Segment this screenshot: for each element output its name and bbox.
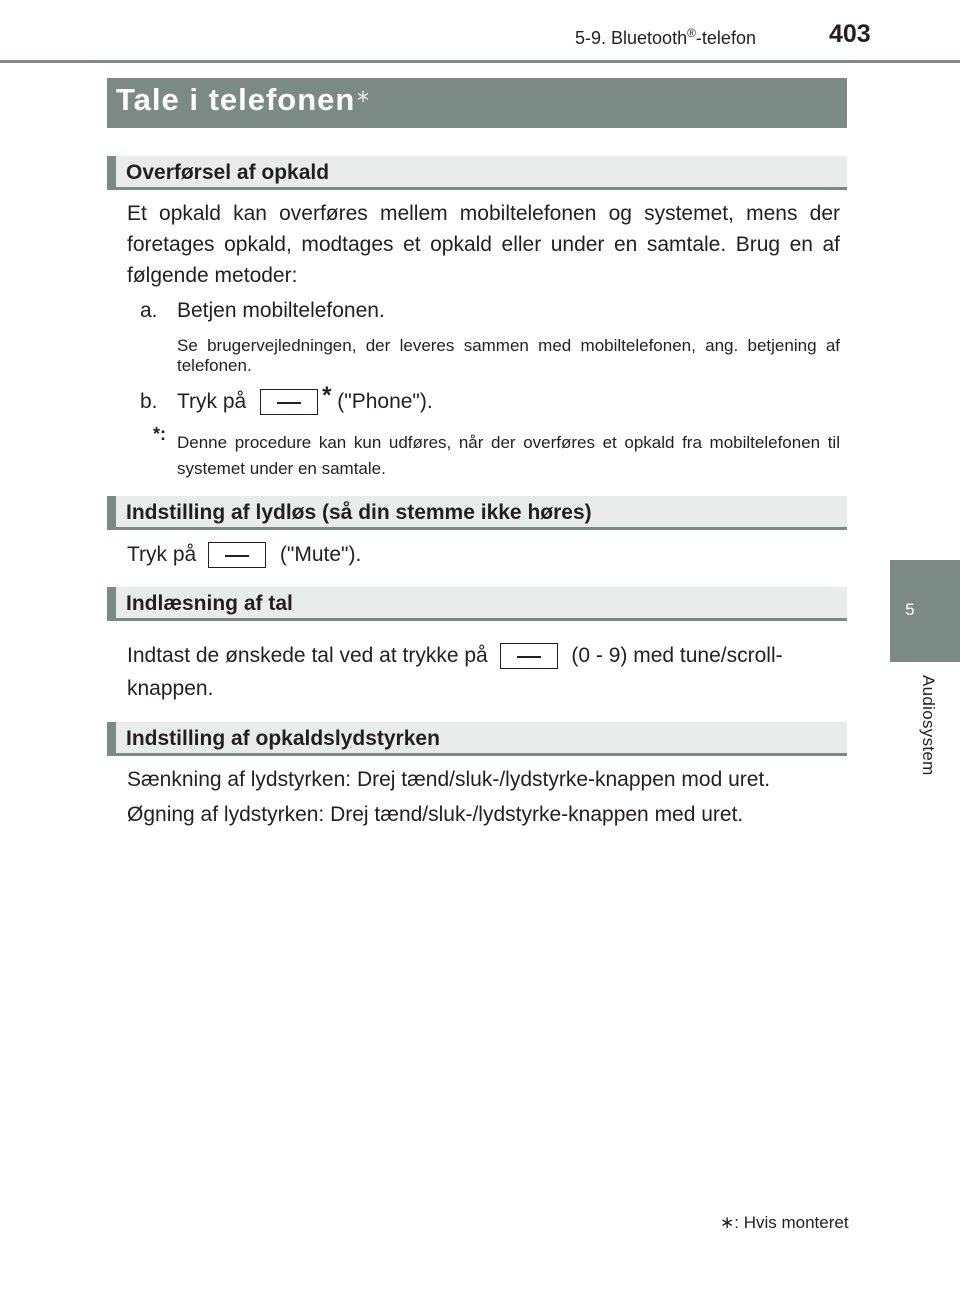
section-heading-volume bbox=[107, 722, 847, 756]
mute-button-icon bbox=[208, 542, 266, 568]
heading-accent bbox=[107, 156, 116, 187]
transfer-intro: Et opkald kan overføres mellem mobiltelefonen og systemet, mens der foretages opkald, modtages et opkald eller under en samtale. Brug en af følgende metoder: bbox=[127, 202, 840, 287]
digits-post: (0 - 9) med tune/scroll- bbox=[571, 644, 783, 667]
section-heading-text: Indstilling af lydløs (så din stemme ikke høres) bbox=[126, 501, 592, 524]
registered-mark: ® bbox=[687, 26, 696, 40]
section-heading-text: Indlæsning af tal bbox=[126, 592, 293, 615]
volume-decrease: Sænkning af lydstyrken: Drej tænd/sluk-/lydstyrke-knappen mod uret. bbox=[127, 768, 771, 791]
page-number: 403 bbox=[829, 20, 871, 48]
volume-increase: Øgning af lydstyrken: Drej tænd/sluk-/lydstyrke-knappen med uret. bbox=[127, 803, 744, 826]
section-heading-text: Overførsel af opkald bbox=[126, 161, 330, 184]
digits-line2: knappen. bbox=[127, 677, 214, 700]
mute-post: ("Mute"). bbox=[279, 543, 362, 566]
item-b-label: b. bbox=[140, 390, 158, 413]
digits-pre: Indtast de ønskede tal ved at trykke på bbox=[127, 644, 488, 667]
heading-accent bbox=[107, 722, 116, 753]
footnote-marker: *: bbox=[153, 424, 166, 444]
section-breadcrumb bbox=[575, 28, 756, 49]
footnote-text: Denne procedure kan kun udføres, når der overføres et opkald fra mobiltelefonen til systemet under en samtale. bbox=[177, 433, 840, 478]
mute-pre: Tryk på bbox=[127, 543, 197, 566]
heading-accent bbox=[107, 496, 116, 527]
item-a-label: a. bbox=[140, 299, 158, 322]
item-a-text: Betjen mobiltelefonen. bbox=[177, 299, 385, 322]
page-title-text: Tale i telefonen bbox=[116, 82, 356, 117]
item-b-text bbox=[177, 382, 433, 417]
header-rule bbox=[0, 60, 960, 63]
footnote-asterisk: * bbox=[322, 382, 332, 409]
section-suffix: -telefon bbox=[695, 28, 756, 48]
digit-button-icon bbox=[500, 643, 558, 669]
item-a-note: Se brugervejledningen, der leveres sammen med mobiltelefonen, ang. betjening af telefonen. bbox=[177, 336, 840, 375]
page-title bbox=[116, 82, 371, 118]
chapter-label: Audiosystem bbox=[919, 675, 938, 776]
heading-accent bbox=[107, 587, 116, 618]
item-b-pre: Tryk på bbox=[177, 390, 247, 413]
digits-instruction bbox=[127, 640, 783, 671]
section-heading-digits bbox=[107, 587, 847, 621]
phone-button-icon bbox=[260, 389, 318, 415]
chapter-number: 5 bbox=[905, 600, 915, 619]
optional-marker: ∗ bbox=[355, 86, 372, 106]
item-b-post: ("Phone"). bbox=[337, 390, 433, 413]
page-footnote: ∗: Hvis monteret bbox=[720, 1213, 849, 1232]
section-heading-text: Indstilling af opkaldslydstyrken bbox=[126, 727, 440, 750]
section-heading-mute bbox=[107, 496, 847, 530]
section-heading-transfer bbox=[107, 156, 847, 190]
mute-instruction bbox=[127, 539, 361, 570]
section-prefix: 5-9. Bluetooth bbox=[575, 28, 688, 48]
